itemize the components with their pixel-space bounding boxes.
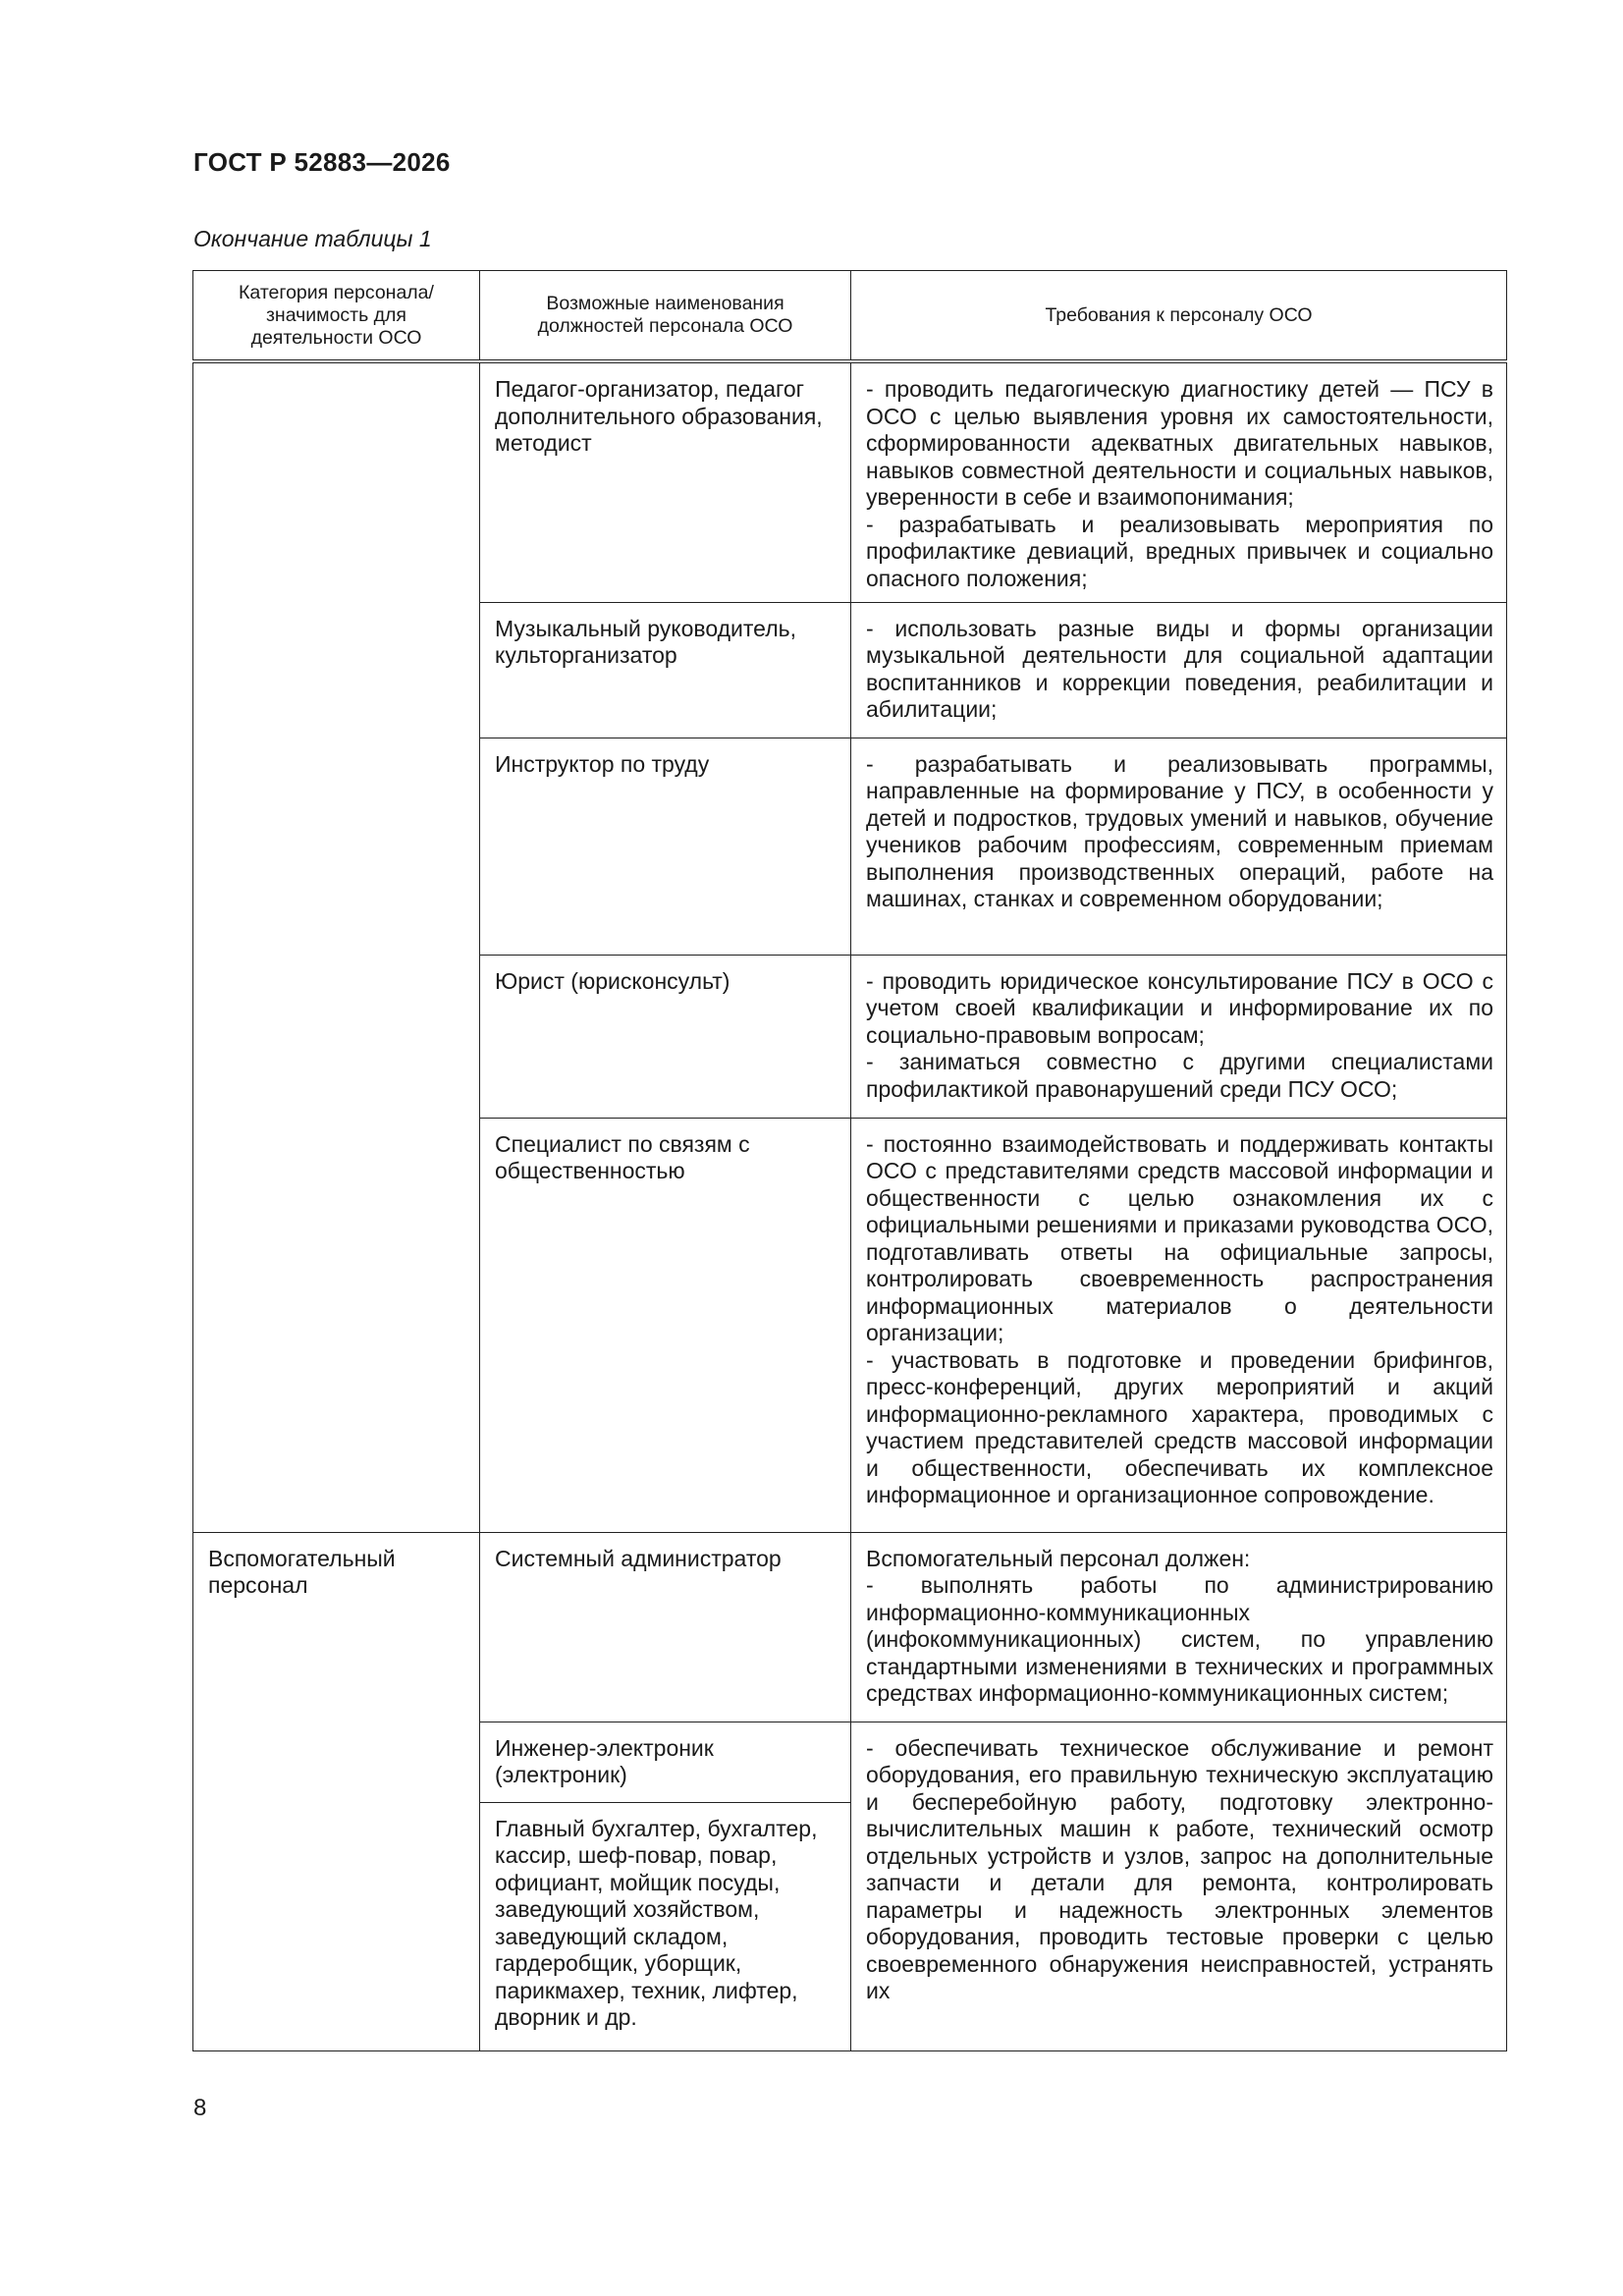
document-title: ГОСТ Р 52883—2026 — [193, 147, 451, 177]
personnel-requirements-table — [192, 270, 1507, 2051]
position-cell — [480, 1722, 851, 1802]
requirements-cell — [851, 1118, 1507, 1532]
requirements-cell — [851, 738, 1507, 955]
position-cell — [480, 955, 851, 1118]
position-text: Педагог-организатор, педагог дополнительного образования, методист — [495, 376, 823, 456]
requirements-cell — [851, 361, 1507, 602]
table-caption: Окончание таблицы 1 — [193, 226, 432, 251]
position-cell — [480, 602, 851, 738]
requirements-cell — [851, 602, 1507, 738]
position-text: Системный администратор — [495, 1545, 782, 1571]
category-cell-continued — [193, 361, 480, 1532]
requirements-text: - постоянно взаимодействовать и поддерживать контакты ОСО с представителями средств массовой информации и общественности с целью ознакомления их с официальными решениями и приказами руководства ОСО, подготавливать ответы на официальные запросы, контролировать своевременность распространения информационных материалов о деятельности организации; - участвовать в подготовке и проведении брифингов, пресс-конференций, других мероприятий и акций информационно-рекламного характера, проводимых с участием представителей средств массовой информации и общественности, обеспечивать их комплексное информационное и организационное сопровождение. — [866, 1130, 1493, 1507]
position-cell — [480, 1118, 851, 1532]
table-row — [193, 361, 1507, 602]
requirements-text: - использовать разные виды и формы организации музыкальной деятельности для социальной адаптации воспитанников и коррекции поведения, реабилитации и абилитации; — [866, 615, 1493, 722]
position-text: Музыкальный руководитель, культорганизатор — [495, 615, 796, 668]
requirements-text: - разрабатывать и реализовывать программы, направленные на формирование у ПСУ, в особенности у детей и подростков, трудовых умений и навыков, обучение учеников рабочим профессиям, современным приемам выполнения производственных операций, работе на машинах, станках и современном оборудовании; — [866, 750, 1493, 911]
requirements-text: - проводить юридическое консультирование ПСУ в ОСО с учетом своей квалификации и информирование их по социально-правовым вопросам; - заниматься совместно с другими специалистами профилактикой правонарушений среди ПСУ ОСО; — [866, 967, 1493, 1102]
table-header — [193, 271, 1507, 362]
position-cell — [480, 1532, 851, 1722]
header-requirements: Требования к персоналу ОСО — [851, 271, 1507, 362]
requirements-text: - обеспечивать техническое обслуживание и ремонт оборудования, его правильную техническую эксплуатацию и бесперебойную работу, подготовку электронно-вычислительных машин к работе, технический осмотр отдельных устройств и узлов, запрос на дополнительные запчасти и детали для ремонта, контролировать параметры и надежность электронных элементов оборудования, проводить тестовые проверки с целью своевременного обнаружения неисправностей, устранять их — [866, 1734, 1493, 2003]
position-cell — [480, 738, 851, 955]
table-row — [193, 1532, 1507, 1722]
position-text: Главный бухгалтер, бухгалтер, кассир, шеф-повар, повар, официант, мойщик посуды, заведующий хозяйством, заведующий складом, гардеробщик, уборщик, парикмахер, техник, лифтер, дворник и др. — [495, 1815, 818, 2030]
category-text: Вспомогательный персонал — [208, 1545, 396, 1598]
category-cell — [193, 1532, 480, 2050]
position-text: Инструктор по труду — [495, 750, 710, 777]
table-body — [193, 361, 1507, 2050]
page-number: 8 — [193, 2095, 207, 2121]
position-text: Юрист (юрисконсульт) — [495, 967, 730, 994]
header-position: Возможные наименования должностей персонала ОСО — [480, 271, 851, 362]
requirements-text: Вспомогательный персонал должен: - выполнять работы по администрированию информационно-коммуникационных (инфокоммуникационных) систем, по управлению стандартными изменениями в технических и программных средствах информационно-коммуникационных систем; — [866, 1545, 1493, 1706]
requirements-text: - проводить педагогическую диагностику детей — ПСУ в ОСО с целью выявления уровня их самостоятельности, сформированности адекватных двигательных навыков, навыков совместной деятельности и социальных навыков, уверенности в себе и взаимопонимания; - разрабатывать и реализовывать мероприятия по профилактике девиаций, вредных привычек и социально опасного положения; — [866, 376, 1493, 591]
requirements-cell — [851, 955, 1507, 1118]
requirements-cell — [851, 1532, 1507, 1722]
position-text: Инженер-электроник (электроник) — [495, 1734, 714, 1787]
header-category: Категория персонала/ значимость для деятельности ОСО — [193, 271, 480, 362]
requirements-cell — [851, 1722, 1507, 2050]
position-cell — [480, 1802, 851, 2050]
header-row — [193, 271, 1507, 362]
position-text: Специалист по связям с общественностью — [495, 1130, 750, 1183]
position-cell — [480, 361, 851, 602]
